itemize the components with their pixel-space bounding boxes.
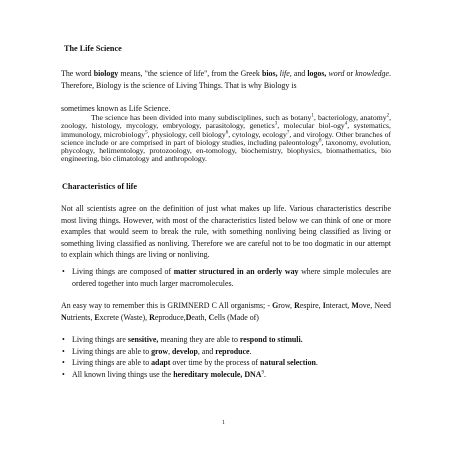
text-run: nteract,	[325, 301, 352, 310]
mnemonic-letter: G	[272, 301, 279, 310]
text-run: over time by the process of	[170, 358, 261, 368]
text-run: ells (Made of)	[214, 312, 259, 322]
text-run: Living things are composed of	[72, 267, 174, 276]
emphasis: reproduce	[215, 346, 250, 356]
text-run: Living things are	[72, 335, 128, 344]
mnemonic-letter: N	[61, 312, 67, 322]
mnemonic-letter: D	[185, 312, 192, 322]
mnemonic-paragraph	[61, 300, 391, 323]
text-run: , physiology, cell biology	[147, 129, 226, 139]
text-run: The science has been divided into many subdisciplines, such as botany	[91, 113, 312, 122]
emphasis: hereditary molecule, DNA	[173, 369, 262, 379]
text-run: , cytology, ecology	[228, 129, 287, 139]
text-run: meaning they are able to	[158, 335, 240, 344]
text-run: , systematics, immunology, microbiology	[61, 121, 391, 139]
section-heading: Characteristics of life	[62, 182, 138, 191]
text-run: row,	[278, 301, 295, 310]
text-run: utrients,	[66, 312, 95, 322]
footnote-ref: 6	[225, 130, 229, 136]
text-run: , and	[197, 346, 216, 356]
term-biology: biology	[93, 69, 119, 78]
text-run: or	[344, 69, 356, 78]
list-item	[61, 346, 391, 358]
emphasis: adapt	[151, 358, 171, 368]
page-title: The Life Science	[64, 44, 122, 53]
term-logos: logos,	[307, 69, 327, 78]
bullet-list	[61, 266, 391, 289]
emphasis: grow	[151, 346, 169, 356]
list-item	[61, 357, 391, 369]
text-run: , taxonomy, evolution, phycology, helimentology, protozoology, en-tomology, biochemistry, biophysics, biomathematics, bio engineering, bio climatology and anthropology.	[61, 137, 391, 164]
mnemonic-letter: E	[94, 312, 100, 322]
term-bios: bios,	[261, 69, 278, 78]
emphasis: sensitive,	[127, 335, 159, 344]
term-life: life	[279, 69, 290, 78]
list-item	[61, 369, 391, 381]
footnote-ref: 7	[286, 130, 290, 136]
text-run: means, "the science of life", from the Greek	[118, 69, 262, 78]
mnemonic-letter: I	[322, 301, 326, 310]
footnote-ref: 3	[274, 121, 278, 127]
footnote-ref: 4	[344, 121, 348, 127]
characteristics-paragraph: Not all scientists agree on the definition of just what makes up life. Various characteristics describe most living things. However, with most of the characteristics listed below we can think of one or more examples that would seem to break the rule, with something nonliving being classified as living or something living classified as nonliving. Therefore we are careful not to be too dogmatic in our attempt to explain which things are living or nonliving.	[61, 204, 391, 260]
text-run: eath,	[191, 312, 209, 322]
text-run: xcrete (Waste),	[99, 312, 150, 322]
text-run: , zoology, histology, mycology, embryology, parasitology, genetics	[61, 113, 391, 131]
footnote-ref: 5	[145, 130, 148, 136]
text-run: Living things are able to	[72, 358, 152, 368]
emphasis: matter structured in an orderly way	[173, 267, 299, 276]
text-run: The word	[61, 69, 94, 78]
footnote-ref: 2	[386, 113, 390, 119]
text-run: espire,	[299, 301, 323, 310]
text-run: .	[315, 358, 318, 368]
term-knowledge: knowledge	[355, 69, 389, 78]
mnemonic-letter: R	[294, 301, 300, 310]
intro-paragraph	[61, 68, 391, 91]
footnote-ref: 8	[318, 138, 322, 144]
text-run: ove, Need	[358, 301, 391, 310]
text-run: An easy way to remember this is GRIMNERD C All organisms; -	[61, 301, 273, 310]
text-run: Living things are able to	[72, 346, 152, 356]
mnemonic-letter: R	[149, 312, 155, 322]
text-run: .	[249, 346, 252, 356]
list-item	[61, 266, 391, 289]
text-run: All known living things use the	[72, 369, 174, 379]
emphasis: respond to stimuli.	[239, 335, 303, 344]
footnote-ref: 9	[261, 370, 264, 376]
page-number: 1	[222, 420, 225, 426]
subdisciplines-paragraph	[61, 114, 391, 164]
text-run: eproduce,	[154, 312, 186, 322]
intro-paragraph-cont: sometimes known as Life Science.	[61, 104, 171, 113]
footnote-ref: 1	[311, 113, 314, 119]
text-run: . Therefore, Biology is the science of Living Things. That is why Biology is	[61, 69, 391, 90]
mnemonic-letter: C	[208, 312, 215, 322]
emphasis: develop	[172, 346, 198, 356]
mnemonic-letter: M	[351, 301, 359, 310]
text-run: , and	[289, 69, 308, 78]
text-run: .	[263, 369, 266, 379]
text-run: , bacteriology, anatomy	[313, 113, 387, 122]
emphasis: natural selection	[260, 358, 316, 368]
text-run: ,	[168, 346, 173, 356]
list-item	[61, 334, 391, 346]
text-run: , and virology. Other branches of science include or are comprised in part of biology studies, including paleontology	[61, 129, 391, 147]
text-run: where simple molecules are ordered together into much larger macromolecules.	[72, 267, 391, 288]
text-run: , molecular biol-ogy	[277, 121, 345, 131]
term-word: word	[328, 69, 345, 78]
bullet-list	[61, 334, 391, 380]
